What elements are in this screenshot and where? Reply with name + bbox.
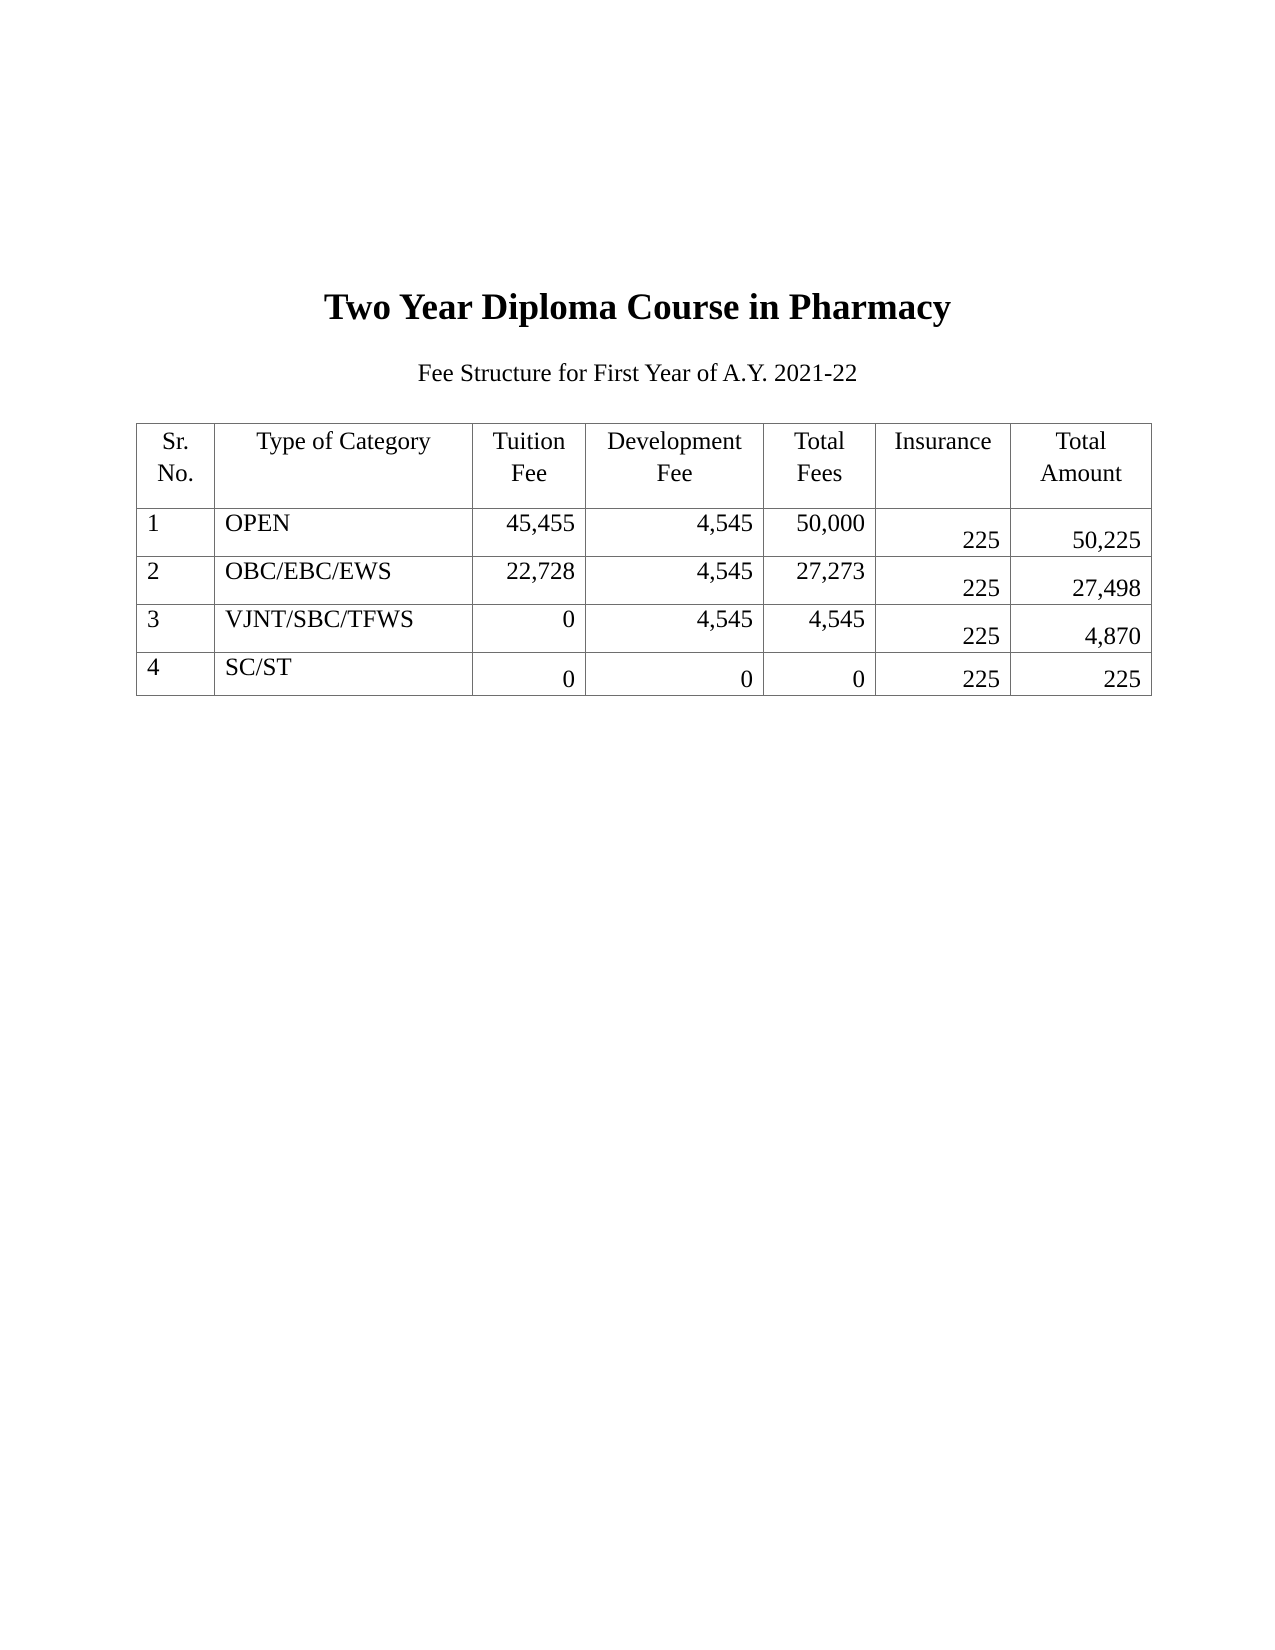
cell-category: SC/ST: [215, 653, 473, 696]
header-development-line1: Development: [607, 428, 742, 455]
cell-category: OPEN: [215, 509, 473, 557]
cell-development-fee: 4,545: [586, 557, 764, 605]
cell-tuition-fee: 0: [473, 653, 586, 696]
document-title: Two Year Diploma Course in Pharmacy: [323, 287, 952, 328]
cell-development-fee: 0: [586, 653, 764, 696]
cell-total-amount: 27,498: [1011, 557, 1152, 605]
header-development-line2: Fee: [656, 460, 693, 487]
header-category-label: Type of Category: [256, 428, 431, 455]
header-total-fees-line2: Fees: [796, 460, 843, 487]
cell-total-fees: 50,000: [764, 509, 876, 557]
header-sr-line2: No.: [157, 460, 194, 487]
header-total-amount-line2: Amount: [1040, 460, 1122, 487]
table-row: [137, 605, 1152, 653]
header-tuition-line2: Fee: [510, 460, 548, 487]
cell-tuition-fee: 22,728: [473, 557, 586, 605]
fee-structure-table: [136, 423, 1152, 696]
cell-insurance: 225: [876, 605, 1011, 653]
table-header-row: [137, 424, 1152, 509]
cell-total-fees: 4,545: [764, 605, 876, 653]
cell-insurance: 225: [876, 557, 1011, 605]
cell-insurance: 225: [876, 653, 1011, 696]
cell-development-fee: 4,545: [586, 605, 764, 653]
header-total-amount: [1011, 424, 1152, 509]
cell-sr-no: 1: [137, 509, 215, 557]
cell-insurance: 225: [876, 509, 1011, 557]
header-total-fees: [764, 424, 876, 509]
header-insurance: [876, 424, 1011, 509]
cell-category: OBC/EBC/EWS: [215, 557, 473, 605]
header-sr-line1: Sr.: [161, 428, 190, 455]
header-development-fee: [586, 424, 764, 509]
cell-development-fee: 4,545: [586, 509, 764, 557]
cell-total-fees: 0: [764, 653, 876, 696]
cell-sr-no: 2: [137, 557, 215, 605]
cell-total-amount: 225: [1011, 653, 1152, 696]
document-subtitle: Fee Structure for First Year of A.Y. 2021-22: [417, 360, 858, 387]
cell-sr-no: 3: [137, 605, 215, 653]
header-tuition-fee: [473, 424, 586, 509]
header-sr-no: [137, 424, 215, 509]
cell-sr-no: 4: [137, 653, 215, 696]
table-row: [137, 557, 1152, 605]
cell-total-amount: 4,870: [1011, 605, 1152, 653]
table-row: [137, 509, 1152, 557]
header-total-amount-line1: Total: [1055, 428, 1107, 455]
header-tuition-line1: Tuition: [492, 428, 566, 455]
table-row: [137, 653, 1152, 696]
cell-tuition-fee: 0: [473, 605, 586, 653]
header-total-fees-line1: Total: [793, 428, 845, 455]
cell-total-amount: 50,225: [1011, 509, 1152, 557]
header-category: [215, 424, 473, 509]
cell-total-fees: 27,273: [764, 557, 876, 605]
cell-category: VJNT/SBC/TFWS: [215, 605, 473, 653]
cell-tuition-fee: 45,455: [473, 509, 586, 557]
header-insurance-label: Insurance: [894, 428, 992, 455]
